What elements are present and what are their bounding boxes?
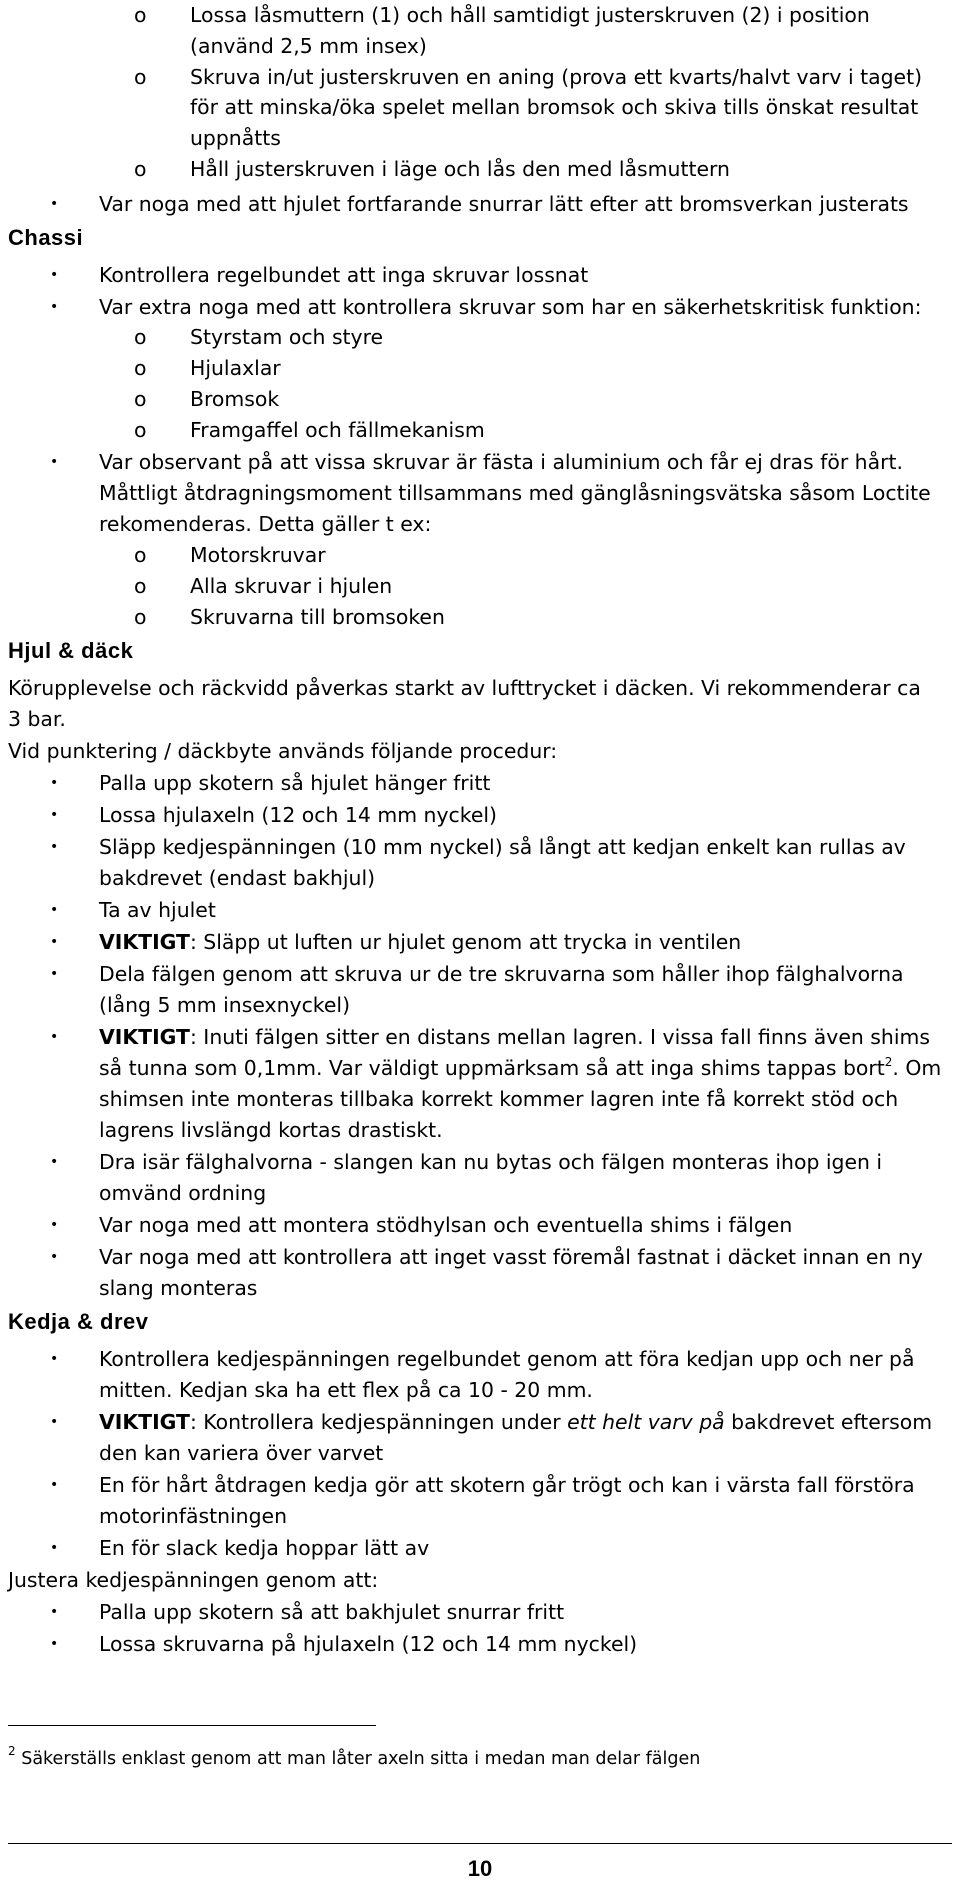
line-text: En för slack kedja hoppar lätt av — [99, 1536, 430, 1560]
text-line — [99, 509, 431, 539]
line-text: (använd 2,5 mm insex) — [190, 34, 427, 58]
line-text: shimsen inte monteras tillbaka korrekt kommer lagren inte få korrekt stöd och — [99, 1087, 899, 1111]
line-text: så tunna som 0,1mm. Var väldigt uppmärksam så att inga shims tappas bort — [99, 1056, 885, 1080]
page-bottom-rule — [8, 1843, 952, 1844]
line-text: En för hårt åtdragen kedja gör att skotern går trögt och kan i värsta fall förstöra — [99, 1473, 915, 1497]
line-text: Var noga med att hjulet fortfarande snurrar lätt efter att bromsverkan justerats — [99, 192, 909, 216]
bullet-icon: • — [50, 196, 59, 212]
line-text: Dra isär fälghalvorna - slangen kan nu bytas och fälgen monteras ihop igen i — [99, 1150, 883, 1174]
bullet-item — [99, 189, 909, 219]
sub-bullet-icon: o — [134, 605, 147, 629]
bullet-item — [99, 1242, 923, 1272]
text-line — [190, 123, 281, 153]
line-text: Var noga med att montera stödhylsan och eventuella shims i fälgen — [99, 1213, 793, 1237]
sub-bullet-item — [190, 540, 326, 570]
sub-bullet-icon: o — [134, 325, 147, 349]
line-text: bakdrevet (endast bakhjul) — [99, 866, 376, 890]
bullet-item — [99, 927, 741, 957]
line-text: Ta av hjulet — [99, 898, 216, 922]
bullet-icon: • — [50, 1249, 59, 1265]
bullet-icon: • — [50, 1029, 59, 1045]
line-text: Vid punktering / däckbyte används följande procedur: — [8, 739, 558, 763]
line-text: (lång 5 mm insexnyckel) — [99, 993, 351, 1017]
sub-bullet-icon: o — [134, 543, 147, 567]
line-text: Var noga med att kontrollera att inget vasst föremål fastnat i däcket innan en ny — [99, 1245, 923, 1269]
bullet-item — [99, 1533, 429, 1563]
line-text: Framgaffel och fällmekanism — [190, 418, 485, 442]
line-text: slang monteras — [99, 1276, 258, 1300]
line-text: Hjulaxlar — [190, 356, 281, 380]
text-line — [99, 863, 375, 893]
line-text: 3 bar. — [8, 707, 66, 731]
bullet-item — [99, 832, 906, 862]
sub-bullet-item — [190, 571, 392, 601]
bullet-item — [99, 959, 903, 989]
bullet-icon: • — [50, 902, 59, 918]
line-text: Dela fälgen genom att skruva ur de tre skruvarna som håller ihop fälghalvorna — [99, 962, 904, 986]
sub-bullet-icon: o — [134, 574, 147, 598]
text-line — [99, 1084, 898, 1114]
text-line — [190, 92, 918, 122]
text-line — [8, 736, 557, 766]
bullet-icon: • — [50, 1154, 59, 1170]
section-heading — [8, 1307, 149, 1337]
bullet-icon: • — [50, 1414, 59, 1430]
bullet-item — [99, 1629, 637, 1659]
sub-bullet-item — [190, 322, 383, 352]
bullet-icon: • — [50, 775, 59, 791]
bullet-item — [99, 800, 497, 830]
line-text: lagrens livslängd kortas drastiskt. — [99, 1118, 443, 1142]
line-text: Styrstam och styre — [190, 325, 384, 349]
footnote-reference: 2 — [884, 1055, 893, 1069]
emphasis-label: VIKTIGT — [99, 1025, 190, 1049]
text-line — [99, 990, 350, 1020]
line-text: Lossa skruvarna på hjulaxeln (12 och 14 mm nyckel) — [99, 1632, 638, 1656]
bullet-icon: • — [50, 966, 59, 982]
bullet-icon: • — [50, 1540, 59, 1556]
text-line — [99, 1115, 443, 1145]
line-text: omvänd ordning — [99, 1181, 267, 1205]
bullet-icon: • — [50, 454, 59, 470]
text-line — [190, 31, 427, 61]
emphasis-label: VIKTIGT — [99, 1410, 190, 1434]
bullet-item — [99, 1470, 915, 1500]
line-text: rekomenderas. Detta gäller t ex: — [99, 512, 432, 536]
sub-bullet-item — [190, 384, 279, 414]
bullet-item — [99, 260, 588, 290]
line-text: Kontrollera kedjespänningen regelbundet genom att föra kedjan upp och ner på — [99, 1347, 915, 1371]
line-text: Motorskruvar — [190, 543, 326, 567]
bullet-icon: • — [50, 1477, 59, 1493]
line-text: : Kontrollera kedjespänningen under — [189, 1410, 568, 1434]
line-text: Körupplevelse och räckvidd påverkas starkt av lufttrycket i däcken. Vi rekommenderar ca — [8, 676, 921, 700]
line-text: Alla skruvar i hjulen — [190, 574, 393, 598]
sub-bullet-icon: o — [134, 157, 147, 181]
sub-bullet-item — [190, 602, 445, 632]
bullet-item — [99, 1344, 914, 1374]
line-text: Lossa låsmuttern (1) och håll samtidigt justerskruven (2) i position — [190, 3, 870, 27]
italic-phrase: ett helt varv på — [567, 1410, 725, 1434]
sub-bullet-icon: o — [134, 356, 147, 380]
bullet-icon: • — [50, 1636, 59, 1652]
line-text: Måttligt åtdragningsmoment tillsammans med gänglåsningsvätska såsom Loctite — [99, 481, 931, 505]
text-line — [8, 673, 921, 703]
line-text: Bromsok — [190, 387, 280, 411]
text-line — [99, 1273, 257, 1303]
line-text: Var extra noga med att kontrollera skruvar som har en säkerhetskritisk funktion: — [99, 295, 922, 319]
bullet-item — [99, 1210, 792, 1240]
text-line — [8, 704, 66, 734]
bullet-icon: • — [50, 807, 59, 823]
line-text: Chassi — [8, 225, 84, 250]
bullet-icon: • — [50, 1604, 59, 1620]
line-text: Justera kedjespänningen genom att: — [8, 1568, 379, 1592]
sub-bullet-icon: o — [134, 418, 147, 442]
bullet-item — [99, 447, 903, 477]
sub-bullet-icon: o — [134, 65, 147, 89]
bullet-item — [99, 1407, 932, 1437]
bullet-icon: • — [50, 267, 59, 283]
section-heading — [8, 223, 83, 253]
line-text: uppnåtts — [190, 126, 281, 150]
line-text: Skruvarna till bromsoken — [190, 605, 445, 629]
bullet-item — [99, 1022, 930, 1052]
line-text-tail: bakdrevet eftersom — [724, 1410, 933, 1434]
sub-bullet-icon: o — [134, 387, 147, 411]
bullet-item — [99, 1597, 564, 1627]
sub-bullet-item — [190, 415, 485, 445]
line-text: : Släpp ut luften ur hjulet genom att trycka in ventilen — [189, 930, 742, 954]
footnote — [8, 1744, 700, 1775]
footnote-separator — [8, 1725, 376, 1726]
line-text: : Inuti fälgen sitter en distans mellan lagren. I vissa fall finns även shims — [189, 1025, 930, 1049]
bullet-item — [99, 292, 921, 322]
line-text: mitten. Kedjan ska ha ett flex på ca 10 - 20 mm. — [99, 1378, 593, 1402]
bullet-item — [99, 768, 490, 798]
line-text: Lossa hjulaxeln (12 och 14 mm nyckel) — [99, 803, 497, 827]
line-text: Kedja & drev — [8, 1309, 149, 1334]
text-line — [99, 1053, 941, 1086]
line-text: motorinfästningen — [99, 1504, 287, 1528]
emphasis-label: VIKTIGT — [99, 930, 190, 954]
bullet-icon: • — [50, 839, 59, 855]
bullet-item — [99, 1147, 882, 1177]
bullet-icon: • — [50, 934, 59, 950]
text-line — [99, 1375, 593, 1405]
line-text: Släpp kedjespänningen (10 mm nyckel) så långt att kedjan enkelt kan rullas av — [99, 835, 906, 859]
text-line — [8, 1565, 378, 1595]
bullet-icon: • — [50, 1351, 59, 1367]
line-text: Kontrollera regelbundet att inga skruvar lossnat — [99, 263, 589, 287]
bullet-icon: • — [50, 1217, 59, 1233]
line-text: för att minska/öka spelet mellan bromsok och skiva tills önskat resultat — [190, 95, 919, 119]
text-line — [99, 1501, 287, 1531]
line-text: Håll justerskruven i läge och lås den med låsmuttern — [190, 157, 730, 181]
line-text: Palla upp skotern så hjulet hänger fritt — [99, 771, 491, 795]
footnote-mark: 2 — [8, 1744, 16, 1758]
sub-bullet-item — [190, 0, 870, 30]
sub-bullet-item — [190, 353, 281, 383]
bullet-item — [99, 895, 216, 925]
sub-bullet-item — [190, 62, 922, 92]
text-line — [99, 1438, 383, 1468]
text-line — [99, 1178, 266, 1208]
line-text: Hjul & däck — [8, 638, 134, 663]
line-text-tail: . Om — [892, 1056, 942, 1080]
line-text: den kan variera över varvet — [99, 1441, 384, 1465]
bullet-icon: • — [50, 299, 59, 315]
page-number: 10 — [467, 1856, 493, 1881]
line-text: Skruva in/ut justerskruven en aning (prova ett kvarts/halvt varv i taget) — [190, 65, 923, 89]
sub-bullet-item — [190, 154, 730, 184]
text-line — [99, 478, 931, 508]
footnote-text: Säkerställs enklast genom att man låter axeln sitta i medan man delar fälgen — [21, 1749, 701, 1769]
section-heading — [8, 636, 133, 666]
line-text: Palla upp skotern så att bakhjulet snurrar fritt — [99, 1600, 565, 1624]
sub-bullet-icon: o — [134, 3, 147, 27]
line-text: Var observant på att vissa skruvar är fästa i aluminium och får ej dras för hårt. — [99, 450, 903, 474]
